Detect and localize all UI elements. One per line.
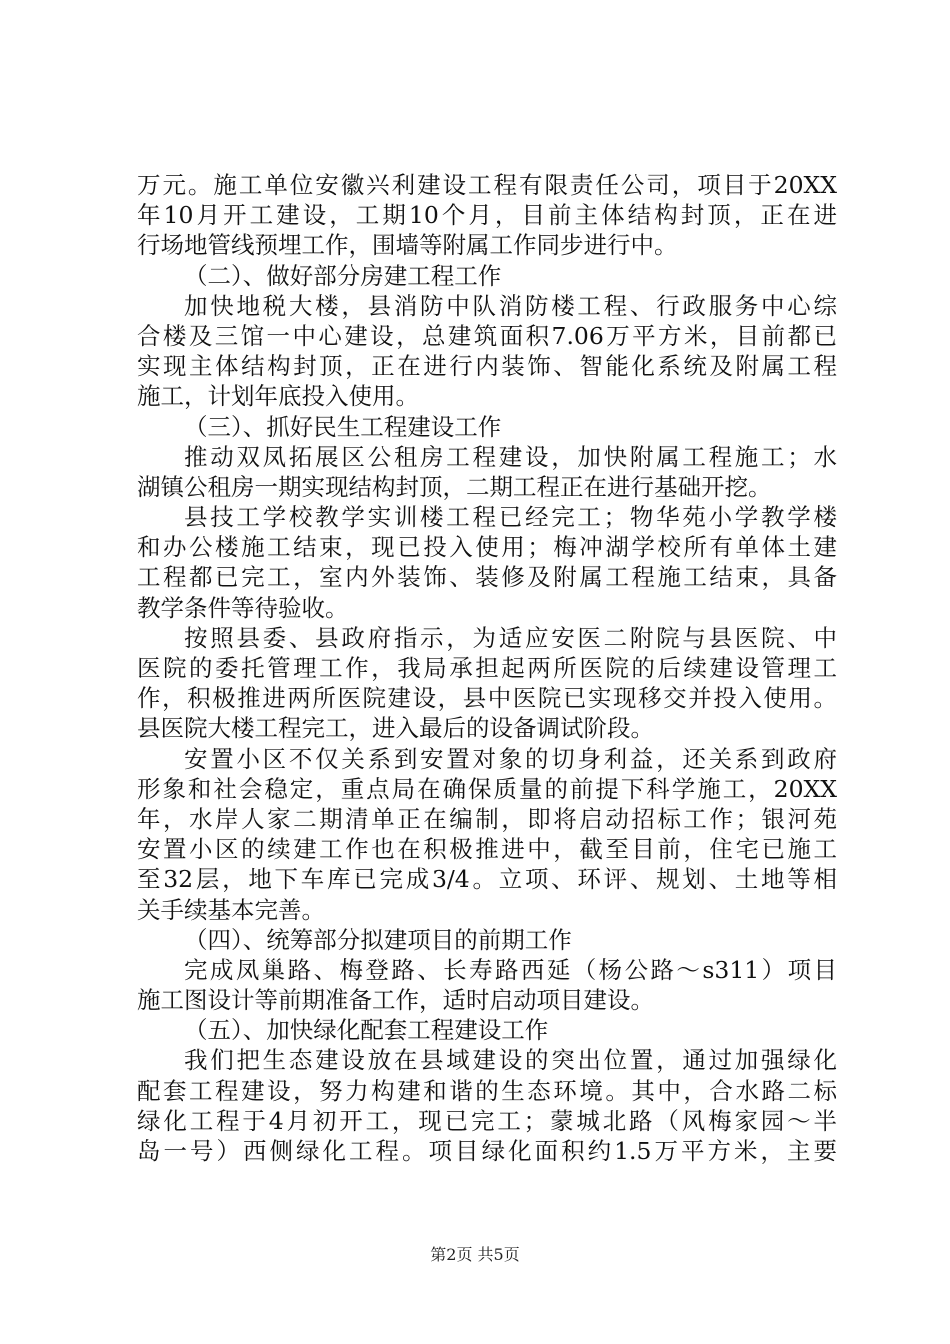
- text-line: 至32层，地下车库已完成3/4。立项、环评、规划、土地等相: [137, 865, 837, 894]
- text-line: 我们把生态建设放在县域建设的突出位置，通过加强绿化: [184, 1046, 837, 1075]
- document-body: [137, 170, 837, 1166]
- page-footer: 第2页 共5页: [430, 1245, 520, 1264]
- text-line: 安置小区的续建工作也在积极推进中，截至目前，住宅已施工: [137, 835, 837, 864]
- text-line: 县技工学校教学实训楼工程已经完工；物华苑小学教学楼: [184, 503, 837, 532]
- text-line: 岛一号）西侧绿化工程。项目绿化面积约1.5万平方米，主要: [137, 1137, 837, 1165]
- text-line: 教学条件等待验收。: [137, 593, 349, 622]
- section-heading: （五）、加快绿化配套工程建设工作: [184, 1016, 549, 1045]
- text-line: 作，积极推进两所医院建设，县中医院已实现移交并投入使用。: [137, 684, 837, 713]
- text-line: 关手续基本完善。: [137, 895, 325, 924]
- text-line: 湖镇公租房一期实现结构封顶，二期工程正在进行基础开挖。: [137, 472, 772, 501]
- text-line: 医院的委托管理工作，我局承担起两所医院的后续建设管理工: [137, 654, 837, 682]
- text-line: 年，水岸人家二期清单正在编制，即将启动招标工作；银河苑: [137, 804, 837, 833]
- text-line: 施工，计划年底投入使用。: [137, 382, 419, 411]
- text-line: 合楼及三馆一中心建设，总建筑面积7.06万平方米，目前都已: [137, 321, 837, 350]
- text-line: 形象和社会稳定，重点局在确保质量的前提下科学施工，20XX: [137, 774, 837, 803]
- text-line: 加快地税大楼，县消防中队消防楼工程、行政服务中心综: [184, 291, 837, 320]
- text-line: 绿化工程于4月初开工，现已完工；蒙城北路（风梅家园～半: [137, 1106, 837, 1135]
- text-line: 推动双凤拓展区公租房工程建设，加快附属工程施工；水: [184, 442, 837, 471]
- text-line: 县医院大楼工程完工，进入最后的设备调试阶段。: [137, 714, 654, 743]
- section-heading: （四）、统筹部分拟建项目的前期工作: [184, 925, 572, 954]
- text-line: 行场地管线预埋工作，围墙等附属工作同步进行中。: [137, 231, 678, 260]
- section-heading: （二）、做好部分房建工程工作: [184, 261, 502, 290]
- text-line: 配套工程建设，努力构建和谐的生态环境。其中，合水路二标: [137, 1076, 837, 1105]
- text-line: 万元。施工单位安徽兴利建设工程有限责任公司，项目于20XX: [137, 171, 837, 199]
- text-line: 按照县委、县政府指示，为适应安医二附院与县医院、中: [184, 623, 837, 652]
- text-line: 和办公楼施工结束，现已投入使用；梅冲湖学校所有单体土建: [137, 533, 837, 562]
- text-line: 工程都已完工，室内外装饰、装修及附属工程施工结束，具备: [137, 563, 837, 592]
- text-line: 完成凤巢路、梅登路、长寿路西延（杨公路～s311）项目: [184, 955, 837, 984]
- text-line: 安置小区不仅关系到安置对象的切身利益，还关系到政府: [184, 744, 837, 773]
- text-line: 年10月开工建设，工期10个月，目前主体结构封顶，正在进: [137, 201, 837, 230]
- text-line: 施工图设计等前期准备工作，适时启动项目建设。: [137, 986, 654, 1015]
- section-heading: （三）、抓好民生工程建设工作: [184, 412, 502, 441]
- text-line: 实现主体结构封顶，正在进行内装饰、智能化系统及附属工程: [137, 352, 837, 381]
